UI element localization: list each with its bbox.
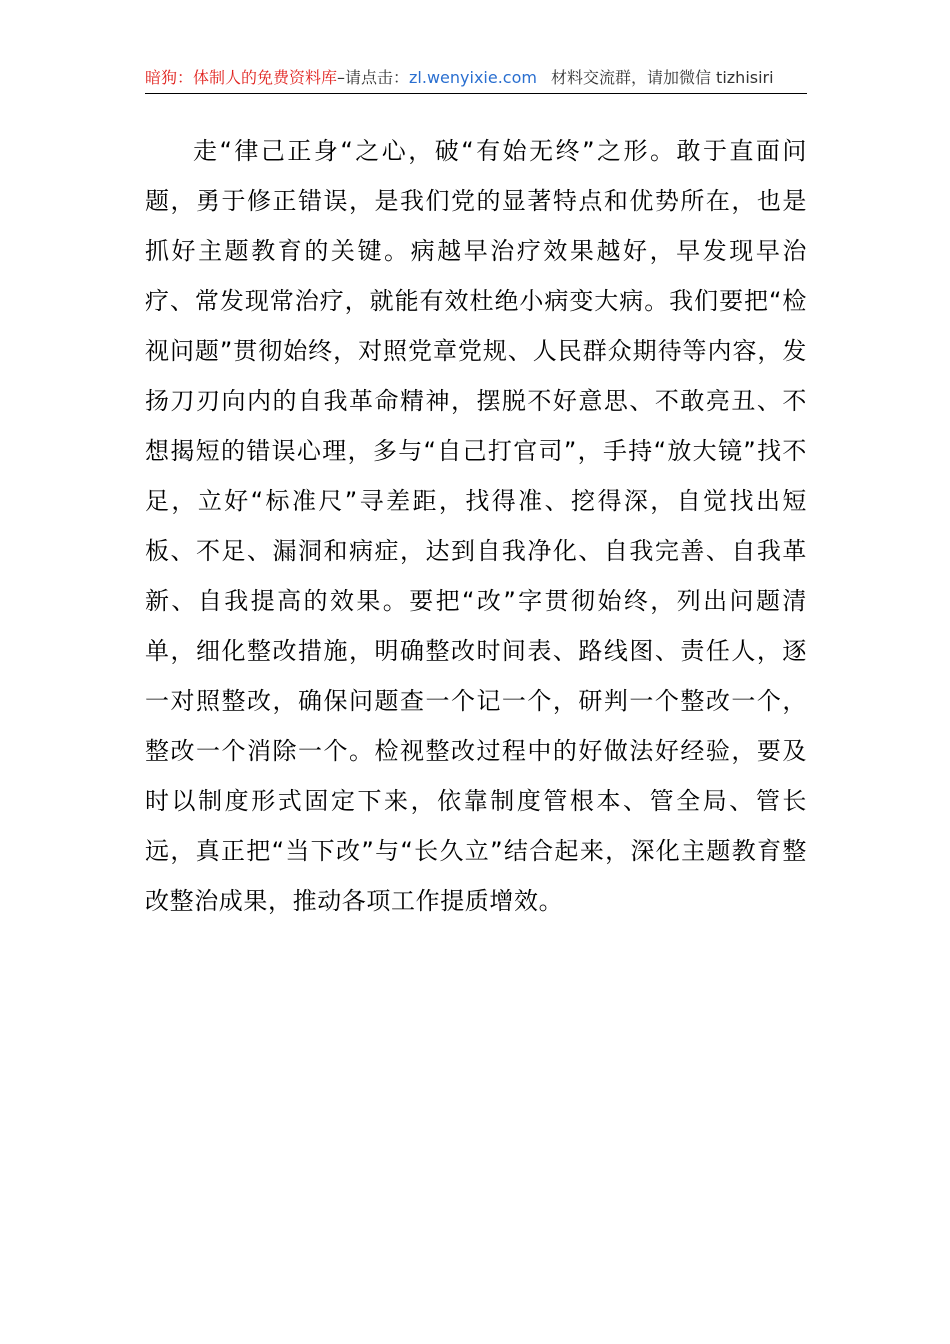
page-header [145,66,807,90]
header-brand: 暗狗：体制人的免费资料库 [145,68,338,87]
header-contact: 材料交流群，请加微信 tizhisiri [550,68,774,87]
header-link[interactable]: zl.wenyixie.com [409,68,537,87]
body-paragraph: 走“律己正身“之心，破“有始无终”之形。敢于直面问题，勇于修正错误，是我们党的显著特点和优势所在，也是抓好主题教育的关键。病越早治疗效果越好，早发现早治疗、常发现常治疗，就能有效杜绝小病变大病。我们要把“检视问题”贯彻始终，对照党章党规、人民群众期待等内容，发扬刀刃向内的自我革命精神，摆脱不好意思、不敢亮丑、不想揭短的错误心理，多与“自己打官司”，手持“放大镜”找不足，立好“标准尺”寻差距，找得准、挖得深，自觉找出短板、不足、漏洞和病症，达到自我净化、自我完善、自我革新、自我提高的效果。要把“改”字贯彻始终，列出问题清单，细化整改措施，明确整改时间表、路线图、责任人，逐一对照整改，确保问题查一个记一个，研判一个整改一个，整改一个消除一个。检视整改过程中的好做法好经验，要及时以制度形式固定下来，依靠制度管根本、管全局、管长远，真正把“当下改”与“长久立”结合起来，深化主题教育整改整治成果，推动各项工作提质增效。 [145,137,807,915]
header-divider [145,93,807,94]
header-link-prefix: –请点击： [337,68,410,87]
